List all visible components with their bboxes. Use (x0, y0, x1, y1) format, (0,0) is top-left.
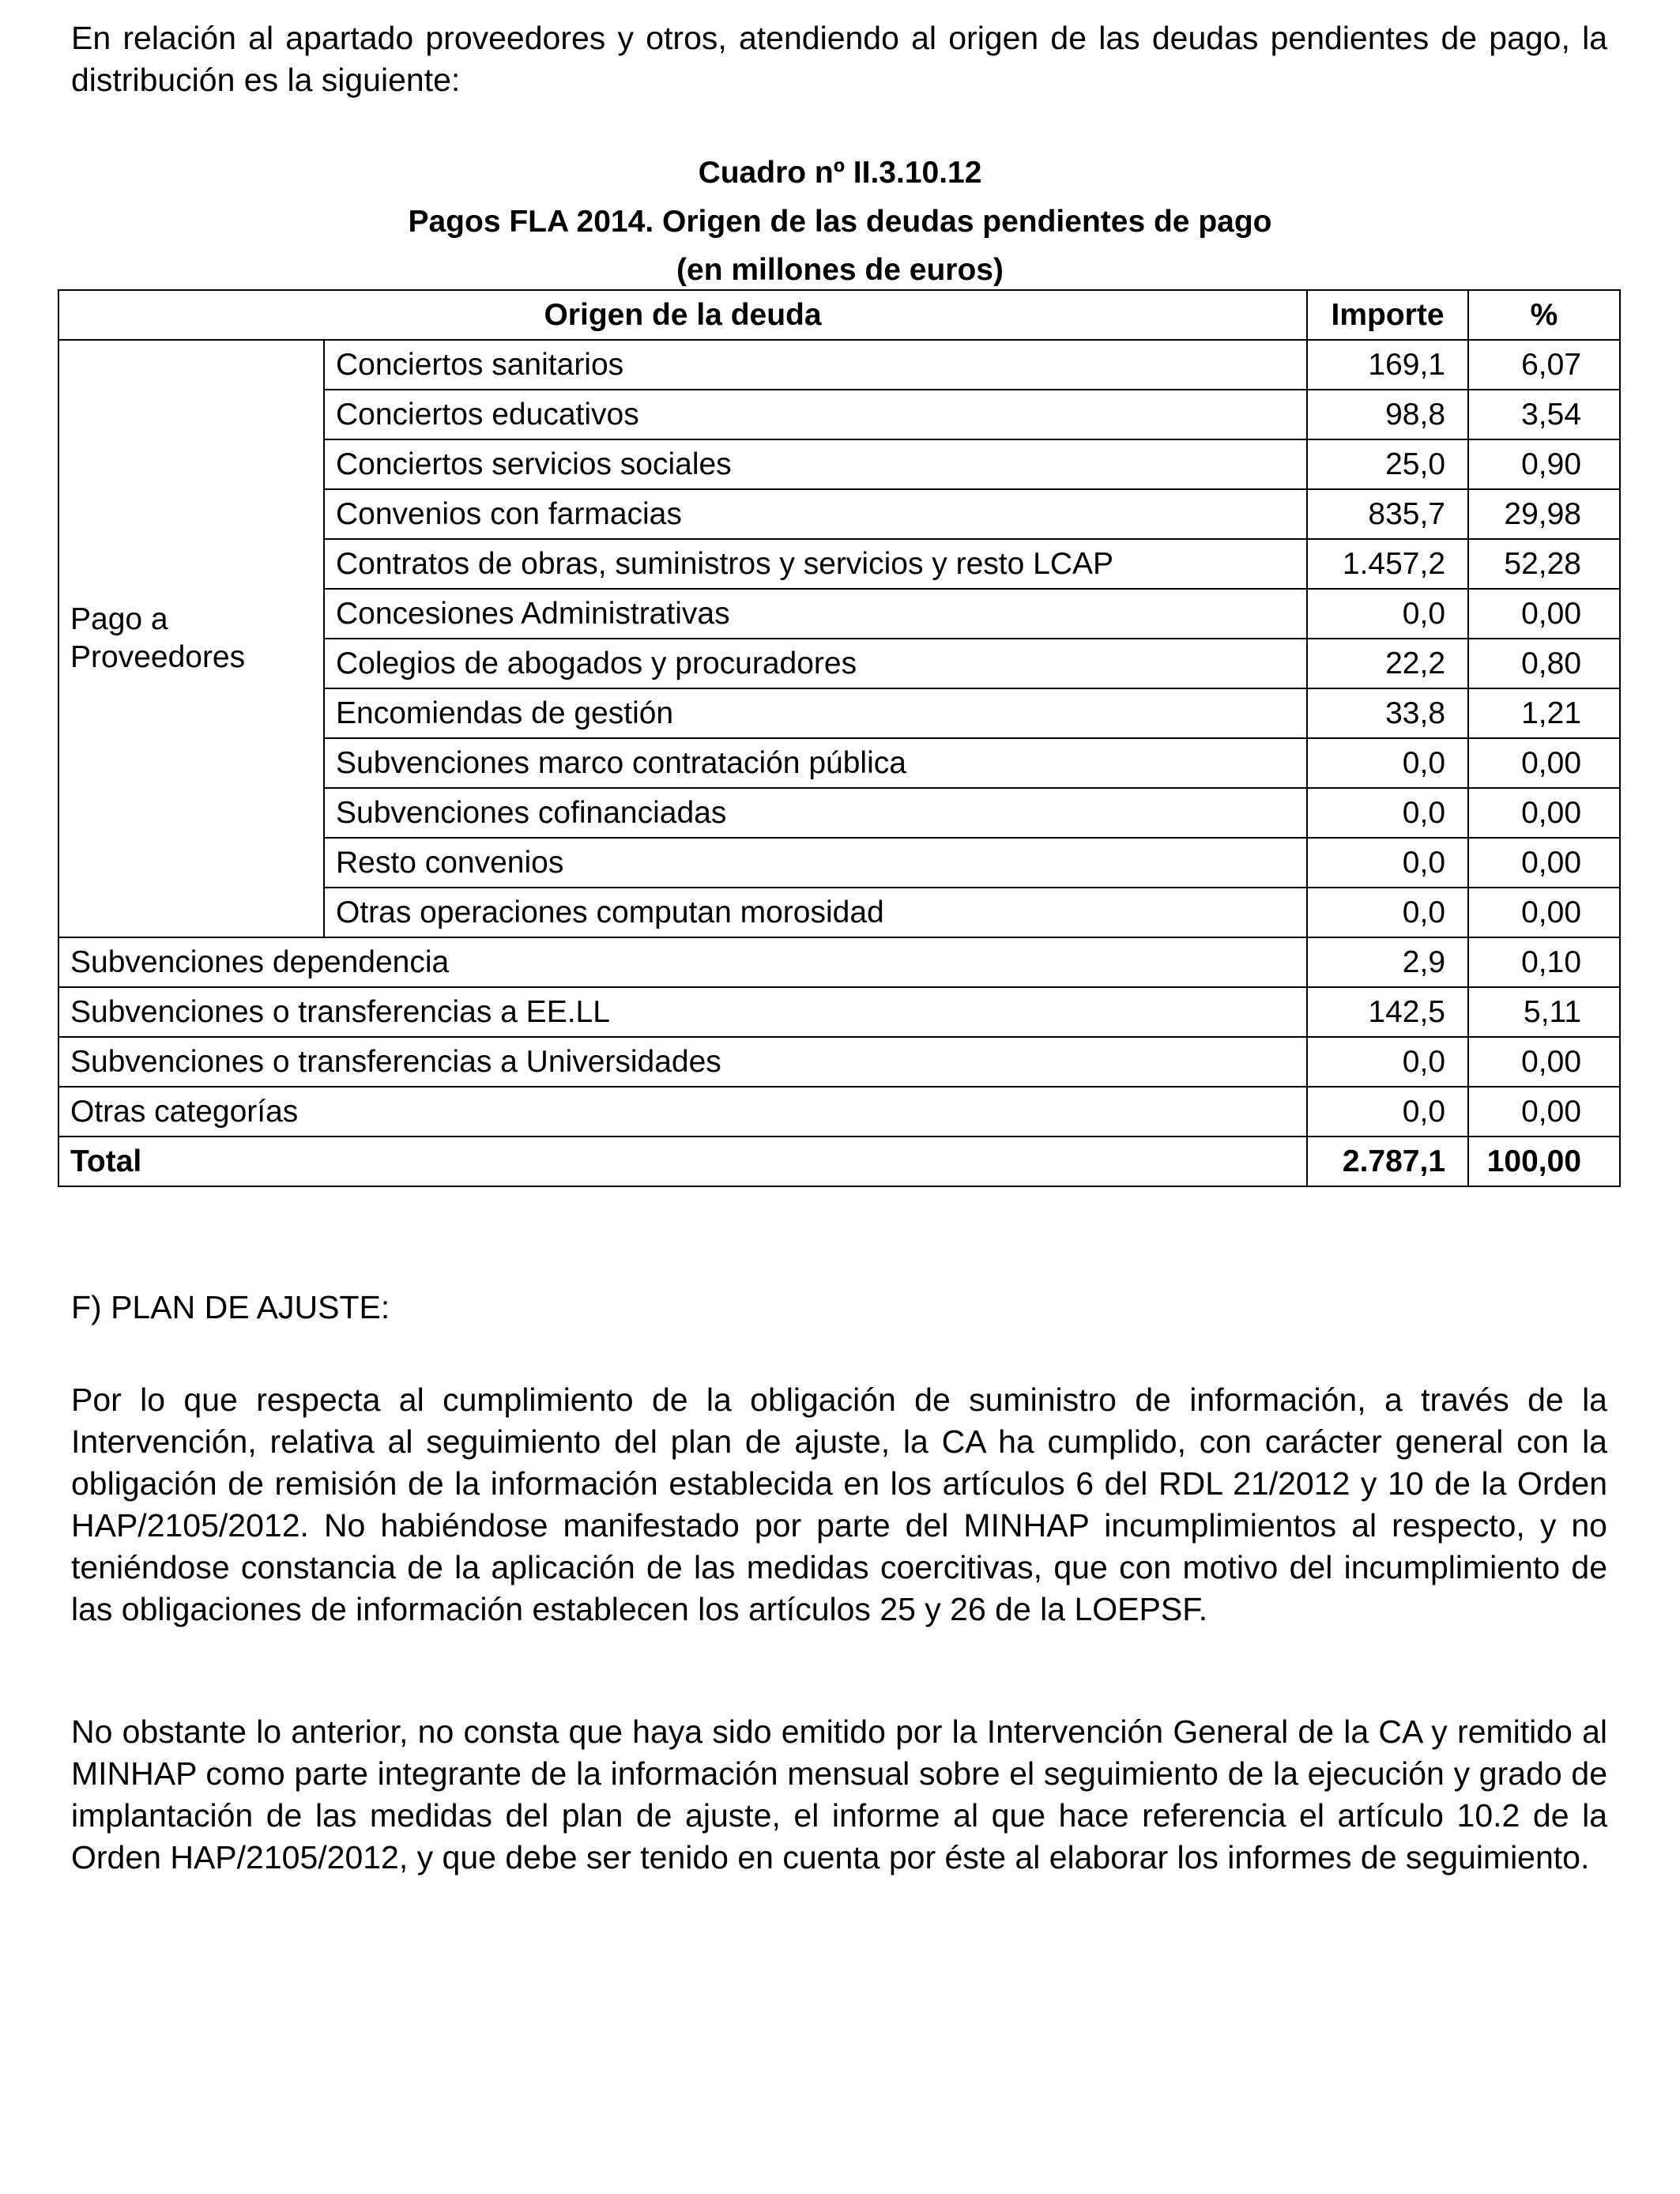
row-percent: 29,98 (1468, 489, 1620, 539)
row-amount: 0,0 (1307, 838, 1468, 888)
header-amount: Importe (1307, 290, 1468, 340)
table-caption-title: Pagos FLA 2014. Origen de las deudas pendientes de pago (408, 205, 1272, 239)
row-percent: 0,00 (1468, 838, 1620, 888)
header-percent: % (1468, 290, 1620, 340)
row-label: Contratos de obras, suministros y servicios y resto LCAP (324, 539, 1307, 589)
row-percent: 0,00 (1468, 589, 1620, 639)
row-amount: 98,8 (1307, 390, 1468, 439)
table-row (58, 937, 1620, 987)
header-origin: Origen de la deuda (58, 290, 1307, 340)
table-body (58, 340, 1620, 1186)
row-percent: 0,00 (1468, 738, 1620, 788)
row-label: Subvenciones o transferencias a EE.LL (58, 987, 1307, 1037)
row-label: Conciertos servicios sociales (324, 439, 1307, 489)
debt-origin-table (58, 289, 1621, 1187)
row-label: Subvenciones dependencia (58, 937, 1307, 987)
total-row (58, 1137, 1620, 1186)
table-row (58, 1087, 1620, 1137)
total-label: Total (58, 1137, 1307, 1186)
row-label: Concesiones Administrativas (324, 589, 1307, 639)
total-percent: 100,00 (1468, 1137, 1620, 1186)
table-row (58, 1037, 1620, 1087)
intro-paragraph: En relación al apartado proveedores y otros, atendiendo al origen de las deudas pendientes de pago, la distribución es la siguiente: (71, 20, 1607, 98)
row-amount: 22,2 (1307, 639, 1468, 688)
row-amount: 1.457,2 (1307, 539, 1468, 589)
total-amount: 2.787,1 (1307, 1137, 1468, 1186)
group-label-pago-a-proveedores: Pago a Proveedores (58, 340, 324, 937)
row-amount: 835,7 (1307, 489, 1468, 539)
row-amount: 169,1 (1307, 340, 1468, 390)
row-amount: 25,0 (1307, 439, 1468, 489)
row-label: Colegios de abogados y procuradores (324, 639, 1307, 688)
row-label: Subvenciones cofinanciadas (324, 788, 1307, 838)
row-label: Encomiendas de gestión (324, 688, 1307, 738)
row-percent: 0,90 (1468, 439, 1620, 489)
row-label: Convenios con farmacias (324, 489, 1307, 539)
row-percent: 1,21 (1468, 688, 1620, 738)
row-percent: 0,00 (1468, 1037, 1620, 1087)
row-label: Subvenciones marco contratación pública (324, 738, 1307, 788)
row-percent: 0,80 (1468, 639, 1620, 688)
body-paragraph-2: No obstante lo anterior, no consta que haya sido emitido por la Intervención General de la CA y remitido al MINHAP como parte integrante de la información mensual sobre el seguimiento de la ejecución y grado de implantación de las medidas del plan de ajuste, el informe al que hace referencia el artículo 10.2 de la Orden HAP/2105/2012, y que debe ser tenido en cuenta por éste al elaborar los informes de seguimiento. (71, 1713, 1607, 1875)
row-amount: 0,0 (1307, 788, 1468, 838)
row-amount: 2,9 (1307, 937, 1468, 987)
row-percent: 0,00 (1468, 1087, 1620, 1137)
row-percent: 0,00 (1468, 888, 1620, 937)
row-label: Otras operaciones computan morosidad (324, 888, 1307, 937)
table-caption-units: (en millones de euros) (676, 253, 1004, 287)
row-amount: 33,8 (1307, 688, 1468, 738)
row-amount: 0,0 (1307, 589, 1468, 639)
row-amount: 0,0 (1307, 738, 1468, 788)
row-label: Resto convenios (324, 838, 1307, 888)
row-label: Conciertos sanitarios (324, 340, 1307, 390)
row-percent: 52,28 (1468, 539, 1620, 589)
row-percent: 5,11 (1468, 987, 1620, 1037)
row-percent: 0,00 (1468, 788, 1620, 838)
row-percent: 6,07 (1468, 340, 1620, 390)
row-label: Subvenciones o transferencias a Universidades (58, 1037, 1307, 1087)
row-amount: 0,0 (1307, 1037, 1468, 1087)
section-heading: F) PLAN DE AJUSTE: (71, 1289, 390, 1325)
row-label: Conciertos educativos (324, 390, 1307, 439)
row-amount: 142,5 (1307, 987, 1468, 1037)
table-row (58, 340, 1620, 390)
body-paragraph-1: Por lo que respecta al cumplimiento de la obligación de suministro de información, a través de la Intervención, relativa al seguimiento del plan de ajuste, la CA ha cumplido, con carácter general con la obligación de remisión de la información establecida en los artículos 6 del RDL 21/2012 y 10 de la Orden HAP/2105/2012. No habiéndose manifestado por parte del MINHAP incumplimientos al respecto, y no teniéndose constancia de la aplicación de las medidas coercitivas, que con motivo del incumplimiento de las obligaciones de información establecen los artículos 25 y 26 de la LOEPSF. (71, 1382, 1607, 1627)
row-percent: 0,10 (1468, 937, 1620, 987)
row-amount: 0,0 (1307, 888, 1468, 937)
table-caption-number: Cuadro nº II.3.10.12 (698, 156, 982, 190)
row-label: Otras categorías (58, 1087, 1307, 1137)
row-percent: 3,54 (1468, 390, 1620, 439)
row-amount: 0,0 (1307, 1087, 1468, 1137)
table-header-row (58, 290, 1620, 340)
table-row (58, 987, 1620, 1037)
